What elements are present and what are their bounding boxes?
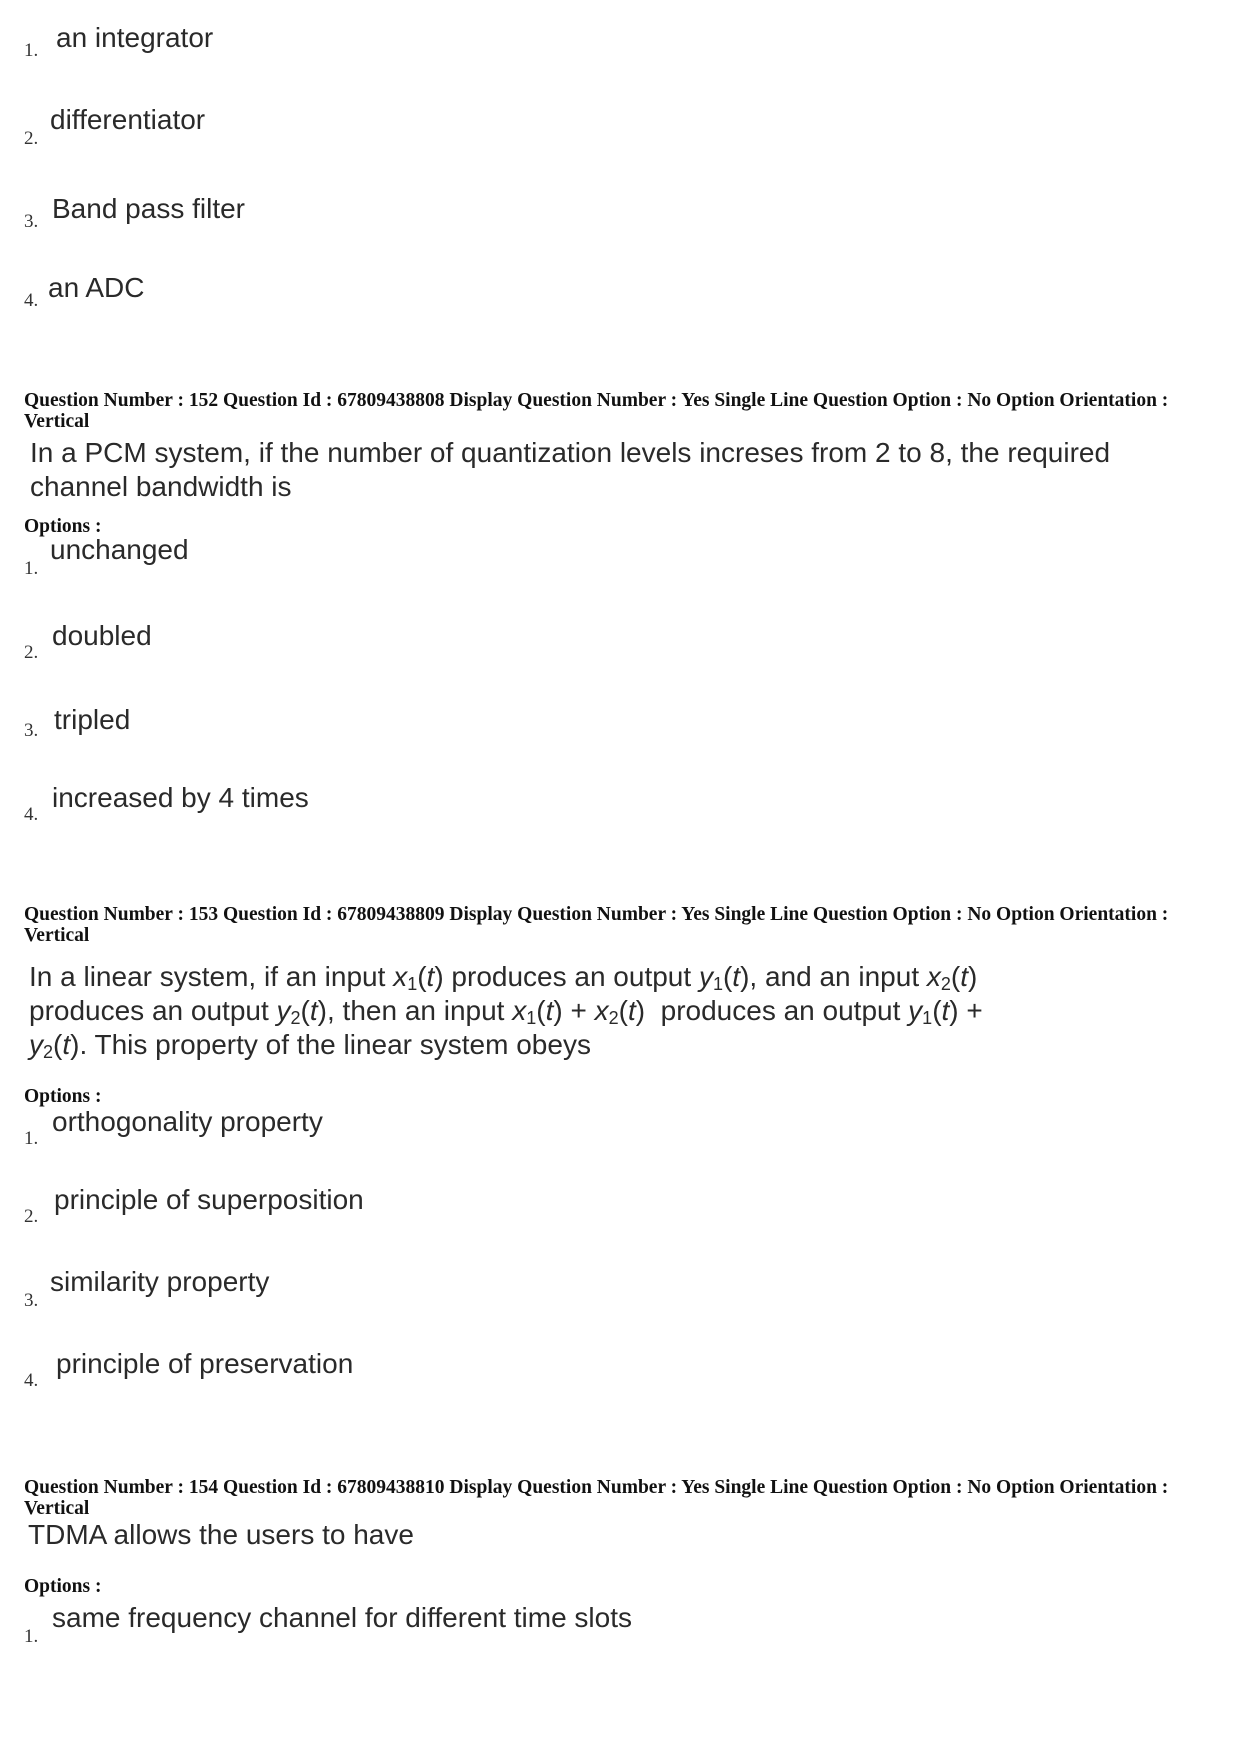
option-number: 4.	[24, 804, 39, 825]
option-text: an integrator	[56, 22, 214, 53]
option-text: orthogonality property	[52, 1106, 323, 1137]
option-text: Band pass filter	[52, 193, 245, 224]
option-text: an ADC	[48, 272, 145, 303]
option-text: doubled	[52, 620, 152, 651]
option-number: 2.	[24, 642, 39, 663]
question-meta: Question Number : 153 Question Id : 67809438809 Display Question Number : Yes Single Line Question Option : No Option Orientation : Vertical	[24, 904, 1169, 946]
option-number: 4.	[24, 290, 39, 311]
question-stem: In a PCM system, if the number of quantization levels increses from 2 to 8, the required channel bandwidth is	[30, 437, 1111, 502]
question-stem: TDMA allows the users to have	[28, 1519, 414, 1550]
option-number: 1.	[24, 558, 39, 579]
question-meta: Question Number : 154 Question Id : 67809438810 Display Question Number : Yes Single Line Question Option : No Option Orientation : Vertical	[24, 1477, 1169, 1519]
option-text: principle of preservation	[56, 1348, 354, 1379]
option-text: principle of superposition	[54, 1184, 364, 1215]
option-number: 2.	[24, 1206, 39, 1227]
option-text: similarity property	[50, 1266, 270, 1297]
question-stem: In a linear system, if an input $x_1(t)$ produces an output $y_1(t)$, and an input $x_2(t)$ produces an output $y_2(t)$, then an input $x_1(t) + x_2(t)$ produces an output $y_1(t)$ + $y_2(t)$. This property of the linear system obeys	[29, 961, 983, 1062]
options-label: Options :	[24, 516, 102, 537]
option-number: 1.	[24, 1128, 39, 1149]
option-text: differentiator	[50, 104, 206, 135]
option-number: 1.	[24, 1626, 39, 1647]
option-number: 4.	[24, 1370, 39, 1391]
option-number: 2.	[24, 128, 39, 149]
option-text: increased by 4 times	[52, 782, 309, 813]
option-number: 3.	[24, 720, 39, 741]
option-text: unchanged	[50, 534, 189, 565]
option-text: same frequency channel for different time slots	[52, 1602, 633, 1633]
options-label: Options :	[24, 1576, 102, 1597]
option-number: 3.	[24, 1290, 39, 1311]
question-meta: Question Number : 152 Question Id : 67809438808 Display Question Number : Yes Single Line Question Option : No Option Orientation : Vertical	[24, 390, 1169, 432]
option-text: tripled	[54, 704, 131, 735]
options-label: Options :	[24, 1086, 102, 1107]
option-number: 1.	[24, 40, 39, 61]
option-number: 3.	[24, 211, 39, 232]
